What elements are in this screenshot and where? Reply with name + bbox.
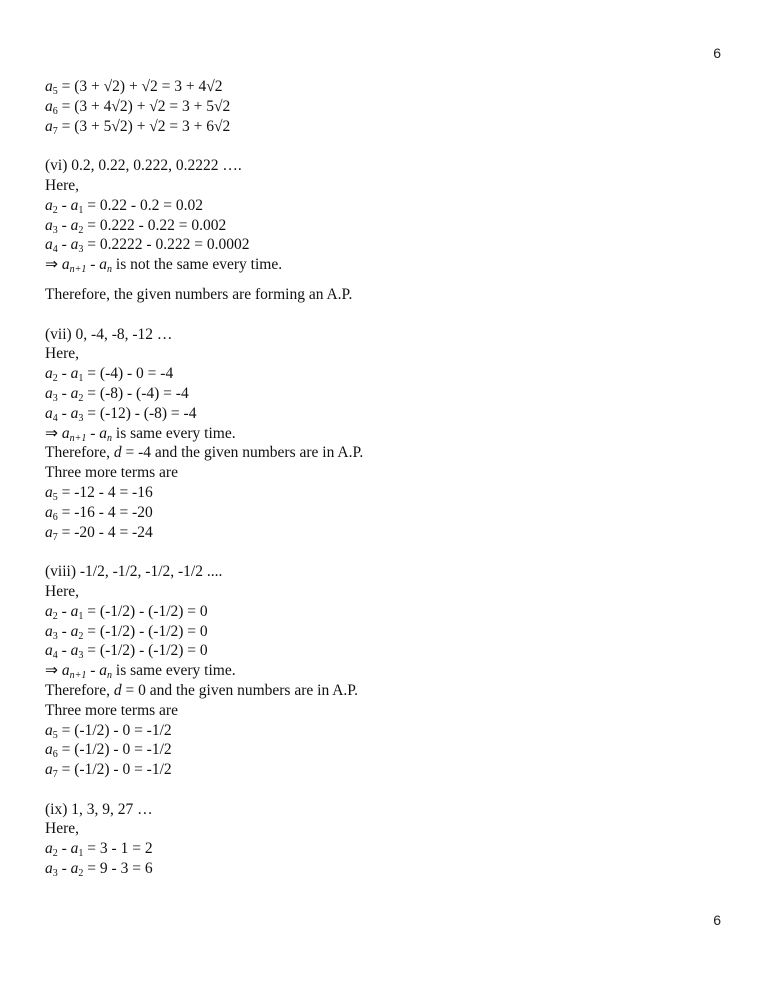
implication-line: ⇒ $a_{n+1} - a_n$ is same every time.	[45, 424, 236, 444]
implies-icon: ⇒	[45, 424, 62, 442]
equation-line: $a_2 - a_1 = 0.22 - 0.2 = 0.02$	[45, 196, 203, 216]
equation-line: $a_7 = (3 + 5√2) + √2 = 3 + 6√2$	[45, 117, 231, 137]
equation-line: $a_4 - a_3 = (-1/2) - (-1/2) = 0$	[45, 642, 208, 662]
equation-line: $a_3 - a_2 = (-1/2) - (-1/2) = 0$	[45, 622, 208, 642]
section-heading-vii: (vii) 0, -4, -8, -12 …	[45, 325, 173, 343]
page-number-top: 6	[713, 45, 721, 61]
equation-line: $a_6 = (3 + 4√2) + √2 = 3 + 5√2$	[45, 97, 231, 117]
section-heading-ix: (ix) 1, 3, 9, 27 …	[45, 800, 153, 818]
equation-line: $a_4 - a_3 = 0.2222 - 0.222 = 0.0002$	[45, 236, 250, 256]
page-number-bottom: 6	[713, 912, 721, 928]
here-label: Here,	[45, 582, 79, 600]
section-heading-vi: (vi) 0.2, 0.22, 0.222, 0.2222 ….	[45, 157, 242, 175]
equation-line: $a_2 - a_1 = (-1/2) - (-1/2) = 0$	[45, 602, 208, 622]
implies-icon: ⇒	[45, 256, 62, 274]
equation-line: $a_2 - a_1 = (-4) - 0 = -4$	[45, 365, 174, 385]
three-more-label: Three more terms are	[45, 464, 178, 482]
document-body	[45, 77, 725, 879]
term-line: $a_7 = -20 - 4 = -24$	[45, 523, 153, 543]
here-label: Here,	[45, 345, 79, 363]
section-heading-viii: (viii) -1/2, -1/2, -1/2, -1/2 ....	[45, 563, 223, 581]
conclusion-line: Therefore, the given numbers are forming an A.P.	[45, 285, 353, 303]
equation-line: $a_3 - a_2 = 9 - 3 = 6$	[45, 860, 153, 880]
here-label: Here,	[45, 176, 79, 194]
equation-line: $a_3 - a_2 = (-8) - (-4) = -4$	[45, 384, 189, 404]
implies-icon: ⇒	[45, 662, 62, 680]
term-line: $a_5 = (-1/2) - 0 = -1/2$	[45, 721, 172, 741]
equation-line: $a_2 - a_1 = 3 - 1 = 2$	[45, 840, 153, 860]
equation-line: $a_3 - a_2 = 0.222 - 0.22 = 0.002$	[45, 216, 227, 236]
term-line: $a_7 = (-1/2) - 0 = -1/2$	[45, 761, 172, 781]
equation-line: $a_5 = (3 + √2) + √2 = 3 + 4√2$	[45, 78, 223, 97]
conclusion-line: Therefore, d = 0 and the given numbers are in A.P.	[45, 681, 359, 699]
equation-line: $a_4 - a_3 = (-12) - (-8) = -4$	[45, 404, 197, 424]
term-line: $a_5 = -12 - 4 = -16$	[45, 483, 153, 503]
implication-line: ⇒ $a_{n+1} - a_n$ is same every time.	[45, 662, 236, 682]
three-more-label: Three more terms are	[45, 701, 178, 719]
implication-line: ⇒ $a_{n+1} - a_n$ is not the same every time.	[45, 256, 283, 276]
term-line: $a_6 = (-1/2) - 0 = -1/2$	[45, 741, 172, 761]
conclusion-line: Therefore, d = -4 and the given numbers are in A.P.	[45, 444, 364, 462]
here-label: Here,	[45, 820, 79, 838]
term-line: $a_6 = -16 - 4 = -20$	[45, 503, 153, 523]
